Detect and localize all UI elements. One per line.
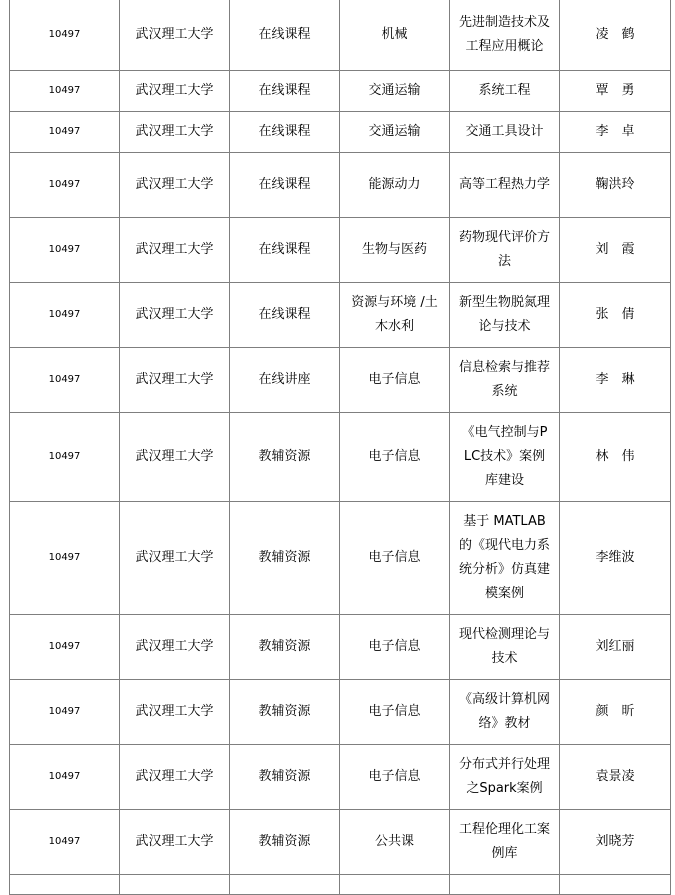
school-code-cell bbox=[10, 875, 120, 895]
school-name-cell: 武汉理工大学 bbox=[120, 71, 230, 112]
school-name-cell: 武汉理工大学 bbox=[120, 153, 230, 218]
teacher-cell bbox=[560, 875, 671, 895]
course-name: 高等工程热力学 bbox=[458, 177, 550, 192]
table-row bbox=[10, 283, 671, 348]
teacher-cell: 刘红丽 bbox=[560, 615, 671, 680]
school-name-cell: 武汉理工大学 bbox=[120, 680, 230, 745]
course-table bbox=[9, 0, 671, 895]
teacher-cell: 刘晓芳 bbox=[560, 810, 671, 875]
school-code-cell: 10497 bbox=[10, 71, 120, 112]
school-name-cell: 武汉理工大学 bbox=[120, 502, 230, 615]
course-name: 新型生物脱氮理论与技术 bbox=[458, 295, 550, 334]
course-name: 先进制造技术及工程应用概论 bbox=[458, 14, 550, 54]
resource-type-cell: 在线课程 bbox=[230, 283, 340, 348]
teacher-cell: 颜 昕 bbox=[560, 680, 671, 745]
course-name-cell bbox=[450, 71, 560, 112]
table-row bbox=[10, 810, 671, 875]
course-name-cell bbox=[450, 810, 560, 875]
table-row bbox=[10, 875, 671, 895]
table-row bbox=[10, 502, 671, 615]
school-code-cell: 10497 bbox=[10, 112, 120, 153]
resource-type-cell bbox=[230, 875, 340, 895]
school-code-cell: 10497 bbox=[10, 0, 120, 71]
school-code-cell: 10497 bbox=[10, 680, 120, 745]
course-name: 系统工程 bbox=[478, 83, 531, 98]
course-name-cell bbox=[450, 502, 560, 615]
table-row bbox=[10, 680, 671, 745]
teacher-cell: 李维波 bbox=[560, 502, 671, 615]
school-name-cell: 武汉理工大学 bbox=[120, 112, 230, 153]
school-name-cell: 武汉理工大学 bbox=[120, 218, 230, 283]
table-row bbox=[10, 0, 671, 71]
field-cell: 电子信息 bbox=[340, 413, 450, 502]
field-cell: 电子信息 bbox=[340, 680, 450, 745]
course-name: 药物现代评价方法 bbox=[458, 230, 550, 269]
course-name-cell bbox=[450, 745, 560, 810]
field-cell: 机械 bbox=[340, 0, 450, 71]
field-cell: 公共课 bbox=[340, 810, 450, 875]
field-cell bbox=[340, 283, 450, 348]
school-code-cell: 10497 bbox=[10, 502, 120, 615]
field-cell: 电子信息 bbox=[340, 615, 450, 680]
course-name: 工程伦理化工案例库 bbox=[458, 822, 550, 861]
school-code-cell: 10497 bbox=[10, 413, 120, 502]
school-name-cell: 武汉理工大学 bbox=[120, 283, 230, 348]
resource-type-cell: 教辅资源 bbox=[230, 502, 340, 615]
course-name: 交通工具设计 bbox=[465, 124, 544, 139]
table-row bbox=[10, 413, 671, 502]
school-code-cell: 10497 bbox=[10, 283, 120, 348]
resource-type-cell: 在线课程 bbox=[230, 0, 340, 71]
school-code-cell: 10497 bbox=[10, 615, 120, 680]
resource-type-cell: 教辅资源 bbox=[230, 615, 340, 680]
course-name: 《高级计算机网络》教材 bbox=[458, 692, 550, 731]
course-name-cell bbox=[450, 413, 560, 502]
table-row bbox=[10, 112, 671, 153]
field-cell: 交通运输 bbox=[340, 71, 450, 112]
course-name-cell bbox=[450, 112, 560, 153]
course-name: 现代检测理论与技术 bbox=[458, 627, 550, 666]
course-name: 信息检索与推荐系统 bbox=[458, 360, 550, 399]
school-name-cell: 武汉理工大学 bbox=[120, 413, 230, 502]
school-code-cell: 10497 bbox=[10, 810, 120, 875]
field-cell: 电子信息 bbox=[340, 502, 450, 615]
resource-type-cell: 在线课程 bbox=[230, 218, 340, 283]
teacher-cell: 刘 霞 bbox=[560, 218, 671, 283]
course-name-cell bbox=[450, 218, 560, 283]
school-name-cell: 武汉理工大学 bbox=[120, 0, 230, 71]
school-name-cell: 武汉理工大学 bbox=[120, 348, 230, 413]
school-code-cell: 10497 bbox=[10, 745, 120, 810]
teacher-cell: 鞠洪玲 bbox=[560, 153, 671, 218]
resource-type-cell: 教辅资源 bbox=[230, 413, 340, 502]
course-name-cell bbox=[450, 680, 560, 745]
course-name-cell bbox=[450, 283, 560, 348]
school-name-cell bbox=[120, 875, 230, 895]
table-row bbox=[10, 745, 671, 810]
resource-type-cell: 教辅资源 bbox=[230, 810, 340, 875]
resource-type-cell: 在线讲座 bbox=[230, 348, 340, 413]
course-name: 分布式并行处理之Spark案例 bbox=[458, 757, 550, 796]
course-name: 《电气控制与PLC技术》案例库建设 bbox=[461, 425, 548, 488]
field-cell: 能源动力 bbox=[340, 153, 450, 218]
teacher-cell: 李 琳 bbox=[560, 348, 671, 413]
table-row bbox=[10, 348, 671, 413]
field-cell: 交通运输 bbox=[340, 112, 450, 153]
teacher-cell: 林 伟 bbox=[560, 413, 671, 502]
resource-type-cell: 教辅资源 bbox=[230, 745, 340, 810]
teacher-cell: 李 卓 bbox=[560, 112, 671, 153]
course-name-cell bbox=[450, 875, 560, 895]
school-name-cell: 武汉理工大学 bbox=[120, 745, 230, 810]
school-name-cell: 武汉理工大学 bbox=[120, 615, 230, 680]
table-row bbox=[10, 218, 671, 283]
school-code-cell: 10497 bbox=[10, 218, 120, 283]
table-row bbox=[10, 615, 671, 680]
table-row bbox=[10, 153, 671, 218]
teacher-cell: 覃 勇 bbox=[560, 71, 671, 112]
course-name-cell bbox=[450, 153, 560, 218]
teacher-cell: 凌 鹤 bbox=[560, 0, 671, 71]
field-cell: 生物与医药 bbox=[340, 218, 450, 283]
field-name: 资源与环境 /土木水利 bbox=[351, 295, 438, 334]
school-code-cell: 10497 bbox=[10, 153, 120, 218]
school-name-cell: 武汉理工大学 bbox=[120, 810, 230, 875]
field-cell: 电子信息 bbox=[340, 348, 450, 413]
course-name-cell bbox=[450, 348, 560, 413]
resource-type-cell: 在线课程 bbox=[230, 71, 340, 112]
table-row bbox=[10, 71, 671, 112]
field-cell bbox=[340, 875, 450, 895]
teacher-cell: 袁景凌 bbox=[560, 745, 671, 810]
resource-type-cell: 在线课程 bbox=[230, 153, 340, 218]
teacher-cell: 张 倩 bbox=[560, 283, 671, 348]
resource-type-cell: 在线课程 bbox=[230, 112, 340, 153]
course-name-cell bbox=[450, 0, 560, 71]
course-name: 基于 MATLAB 的《现代电力系统分析》仿真建模案例 bbox=[458, 514, 550, 601]
course-name-cell bbox=[450, 615, 560, 680]
school-code-cell: 10497 bbox=[10, 348, 120, 413]
field-cell: 电子信息 bbox=[340, 745, 450, 810]
resource-type-cell: 教辅资源 bbox=[230, 680, 340, 745]
